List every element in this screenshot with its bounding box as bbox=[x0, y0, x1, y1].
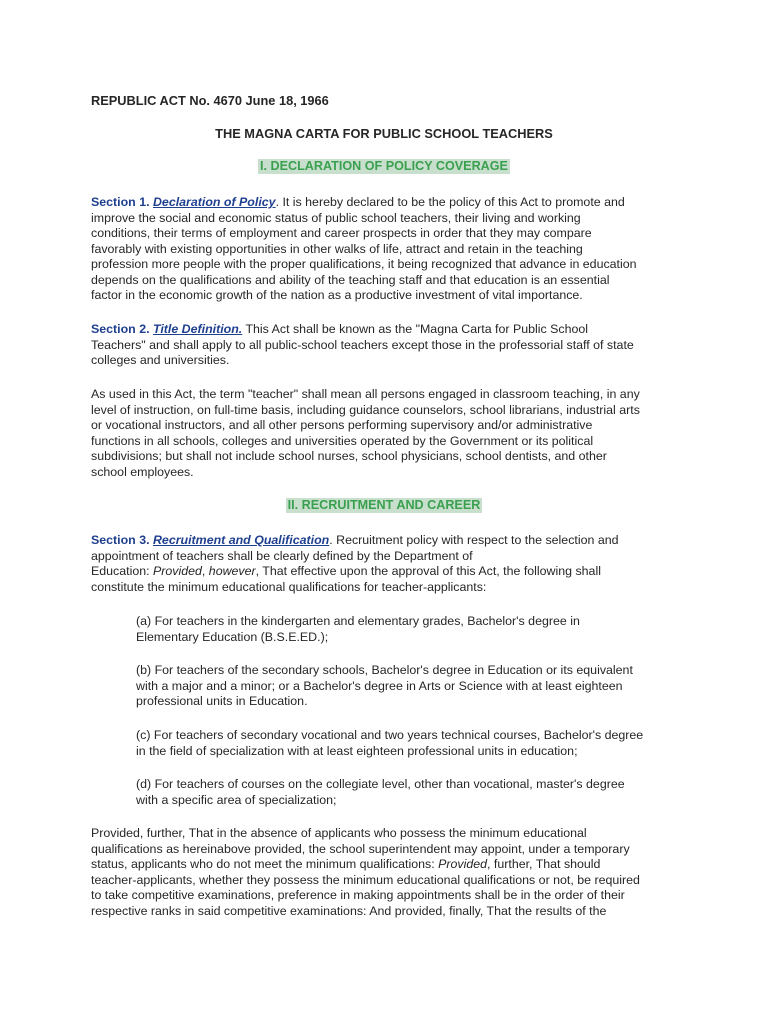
proviso-line: status, applicants who do not meet the minimum qualifications: bbox=[91, 857, 439, 871]
heading-declaration-wrap bbox=[0, 159, 768, 175]
section-2-line: This Act shall be known as the "Magna Carta for Public School bbox=[242, 322, 589, 336]
heading-recruitment: II. RECRUITMENT AND CAREER bbox=[287, 498, 481, 512]
section-1-line: factor in the economic growth of the nation as a productive investment of vital importance. bbox=[91, 288, 583, 302]
section-1-label: Section 1. bbox=[91, 195, 150, 209]
qualification-item-d bbox=[136, 777, 684, 808]
qualification-line: in the field of specialization with at least eighteen professional units in education; bbox=[136, 743, 578, 758]
section-3-italic: however bbox=[208, 564, 256, 578]
document-title: THE MAGNA CARTA FOR PUBLIC SCHOOL TEACHERS bbox=[215, 126, 553, 141]
heading-declaration: I. DECLARATION OF POLICY COVERAGE bbox=[260, 159, 508, 173]
section-3-italic: Provided bbox=[153, 564, 202, 578]
section-1-line: depends on the qualifications and ability of the teaching staff and that education is an essential bbox=[91, 272, 610, 287]
definition-line: level of instruction, on full-time basis, including guidance counselors, school librarians, industrial arts bbox=[91, 402, 640, 417]
section-3-line: . Recruitment policy with respect to the selection and bbox=[329, 533, 619, 547]
section-1-title-link[interactable]: Declaration of Policy bbox=[152, 195, 276, 209]
act-title: REPUBLIC ACT No. 4670 June 18, 1966 bbox=[91, 93, 329, 108]
proviso-line: respective ranks in said competitive examinations: And provided, finally, That the results of the bbox=[91, 903, 607, 918]
section-1-paragraph bbox=[91, 195, 683, 304]
proviso-line: qualifications as hereinabove provided, the school superintendent may appoint, under a temporary bbox=[91, 841, 630, 856]
teacher-definition-paragraph bbox=[91, 387, 683, 480]
section-3-sep: , bbox=[201, 564, 209, 578]
definition-line: functions in all schools, colleges and universities operated by the Government or its political bbox=[91, 433, 594, 448]
section-1-line: favorably with existing opportunities in other walks of life, attract and retain in the teaching bbox=[91, 241, 583, 256]
proviso-line: to take competitive examinations, preference in making appointments shall be in the order of their bbox=[91, 888, 625, 902]
definition-line: subdivisions; but shall not include school nurses, school physicians, school dentists, and other bbox=[91, 449, 607, 463]
qualification-line: Elementary Education (B.S.E.ED.); bbox=[136, 629, 329, 644]
definition-line: or vocational instructors, and all other persons performing supervisory and/or administrative bbox=[91, 418, 593, 432]
section-2-line: colleges and universities. bbox=[91, 353, 230, 367]
section-2-title-link[interactable]: Title Definition. bbox=[152, 322, 243, 336]
section-3-title-link[interactable]: Recruitment and Qualification bbox=[152, 533, 330, 547]
proviso-italic: Provided bbox=[438, 857, 488, 871]
section-2-label: Section 2. bbox=[91, 322, 150, 336]
section-1-line: profession more people with the proper qualifications, it being recognized that advance in education bbox=[91, 257, 637, 271]
section-2-line: Teachers" and shall apply to all public-school teachers except those in the professorial staff of state bbox=[91, 337, 634, 352]
section-3-paragraph bbox=[91, 533, 683, 595]
qualification-line: (d) For teachers of courses on the collegiate level, other than vocational, master's degree bbox=[136, 777, 625, 791]
qualification-item-c bbox=[136, 728, 684, 759]
qualification-line: (a) For teachers in the kindergarten and elementary grades, Bachelor's degree in bbox=[136, 614, 580, 628]
section-2-paragraph bbox=[91, 322, 683, 369]
qualification-line: with a major and a minor; or a Bachelor's degree in Arts or Science with at least eighteen bbox=[136, 678, 623, 693]
qualification-line: with a specific area of specialization; bbox=[136, 792, 337, 807]
qualification-line: (c) For teachers of secondary vocational and two years technical courses, Bachelor's degree bbox=[136, 728, 644, 742]
section-1-line: improve the social and economic status of public school teachers, their living and working bbox=[91, 210, 581, 225]
section-3-line: , That effective upon the approval of this Act, the following shall bbox=[255, 564, 601, 578]
qualification-item-a bbox=[136, 614, 684, 645]
proviso-line: , further, That should bbox=[487, 857, 601, 871]
proviso-line: Provided, further, That in the absence of applicants who possess the minimum educational bbox=[91, 826, 587, 840]
section-1-line: conditions, their terms of employment and career prospects in order that they may compare bbox=[91, 226, 592, 240]
heading-recruitment-wrap bbox=[0, 498, 768, 514]
section-3-line: constitute the minimum educational qualifications for teacher-applicants: bbox=[91, 579, 487, 594]
qualification-line: (b) For teachers of the secondary schools, Bachelor's degree in Education or its equivalent bbox=[136, 663, 633, 677]
section-3-label: Section 3. bbox=[91, 533, 150, 547]
proviso-line: teacher-applicants, whether they possess the minimum educational qualifications or not, be required bbox=[91, 872, 640, 887]
proviso-paragraph bbox=[91, 826, 683, 919]
section-3-line: appointment of teachers shall be clearly defined by the Department of bbox=[91, 548, 473, 563]
section-3-line: Education: bbox=[91, 564, 153, 578]
section-1-line: . It is hereby declared to be the policy of this Act to promote and bbox=[275, 195, 625, 209]
definition-line: As used in this Act, the term "teacher" shall mean all persons engaged in classroom teaching, in any bbox=[91, 387, 640, 401]
definition-line: school employees. bbox=[91, 464, 194, 479]
qualification-item-b bbox=[136, 663, 684, 710]
qualification-line: professional units in Education. bbox=[136, 694, 308, 708]
